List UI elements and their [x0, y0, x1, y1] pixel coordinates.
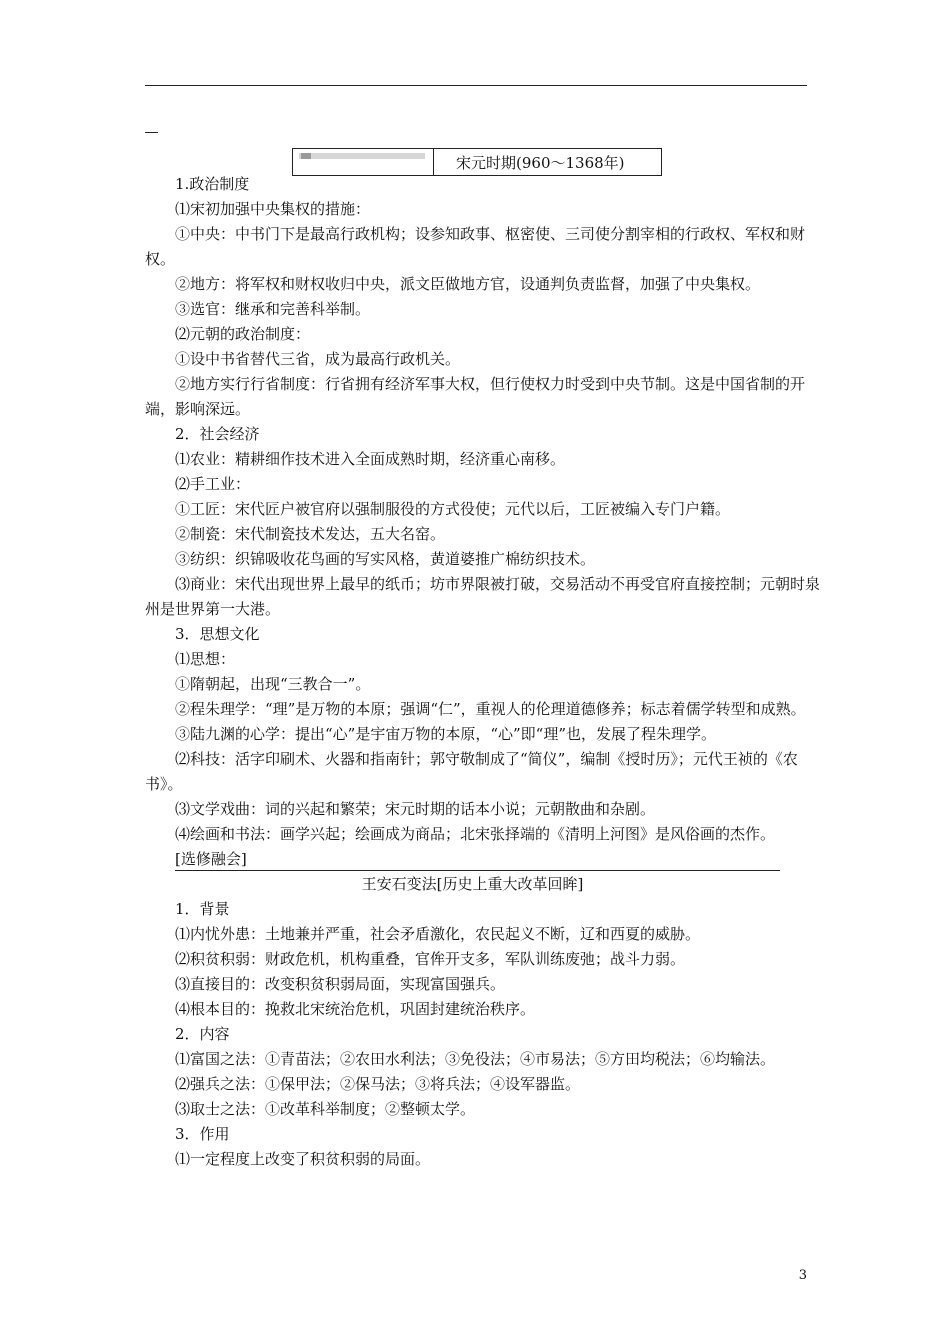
paragraph: ②制瓷：宋代制瓷技术发达，五大名窑。 [175, 525, 446, 543]
paragraph: ⑴富国之法：①青苗法；②农田水利法；③免役法；④市易法；⑤方田均税法；⑥均输法。 [175, 1050, 776, 1068]
header-rule [145, 85, 807, 86]
section-rule [175, 870, 780, 871]
banner-title: 宋元时期(960～1368年) [456, 153, 625, 172]
paragraph: ⑷绘画和书法：画学兴起；绘画成为商品；北宋张择端的《清明上河图》是风俗画的杰作。 [175, 825, 776, 843]
paragraph: ⑴内忧外患：土地兼并严重，社会矛盾激化，农民起义不断，辽和西夏的威胁。 [175, 925, 701, 943]
paragraph: ③陆九渊的心学：提出“心”是宇宙万物的本原，“心”即“理”也，发展了程朱理学。 [175, 725, 717, 743]
paragraph: ⑵积贫积弱：财政危机，机构重叠，官侔开支多，军队训练废弛；战斗力弱。 [175, 950, 686, 968]
paragraph: ⑴思想： [175, 650, 236, 668]
heading-economy: 2．社会经济 [175, 425, 260, 443]
paragraph: ⑷根本目的：挽救北宋统治危机，巩固封建统治秩序。 [175, 1000, 536, 1018]
section-label: [选修融会] [175, 850, 247, 868]
heading-background: 1．背景 [175, 900, 230, 918]
page-number: 3 [798, 1268, 807, 1283]
paragraph: ⑴农业：精耕细作技术进入全面成熟时期，经济重心南移。 [175, 450, 566, 468]
paragraph: ③选官：继承和完善科举制。 [175, 300, 371, 318]
paragraph: ⑶文学戏曲：词的兴起和繁荣；宋元时期的话本小说；元朝散曲和杂剧。 [175, 800, 656, 818]
paragraph: ①工匠：宋代匠户被官府以强制服役的方式役使；元代以后，工匠被编入专门户籍。 [175, 500, 731, 518]
banner-grey-bar [299, 153, 425, 159]
paragraph: ⑴宋初加强中央集权的措施： [175, 200, 371, 218]
paragraph: ③纺织：织锦吸收花鸟画的写实风格，黄道婆推广棉纺织技术。 [175, 550, 596, 568]
heading-content: 2．内容 [175, 1025, 230, 1043]
paragraph: ⑶商业：宋代出现世界上最早的纸币；坊市界限被打破，交易活动不再受官府直接控制；元朝时泉州是世界第一大港。 [145, 575, 821, 618]
paragraph: ⑵科技：活字印刷术、火器和指南针；郭守敬制成了“简仪”，编制《授时历》；元代王祯的《农书》。 [145, 750, 798, 793]
section-title: 王安石变法[历史上重大改革回眸] [361, 875, 584, 893]
paragraph: ⑵元朝的政治制度： [175, 325, 311, 343]
banner-grey-mark [301, 153, 311, 159]
paragraph: ⑶直接目的：改变积贫积弱局面，实现富国强兵。 [175, 975, 506, 993]
paragraph: ②地方：将军权和财权收归中央，派文臣做地方官，设通判负责监督，加强了中央集权。 [175, 275, 761, 293]
paragraph: ①设中书省替代三省，成为最高行政机关。 [175, 350, 461, 368]
heading-culture: 3．思想文化 [175, 625, 260, 643]
paragraph: ⑵手工业： [175, 475, 251, 493]
paragraph: ⑶取士之法：①改革科举制度；②整顿太学。 [175, 1100, 476, 1118]
header-dash [145, 132, 158, 133]
document-body [145, 172, 820, 1172]
paragraph: ⑵强兵之法：①保甲法；②保马法；③将兵法；④设军器监。 [175, 1075, 581, 1093]
paragraph: ②地方实行行省制度：行省拥有经济军事大权，但行使权力时受到中央节制。这是中国省制的开端，影响深远。 [145, 375, 806, 418]
section-divider [145, 847, 820, 872]
paragraph: ②程朱理学：“理”是万物的本原；强调“仁”，重视人的伦理道德修养；标志着儒学转型和成熟。 [175, 700, 806, 718]
paragraph: ⑴一定程度上改变了积贫积弱的局面。 [175, 1150, 431, 1168]
heading-effect: 3．作用 [175, 1125, 230, 1143]
heading-politics: 1.政治制度 [175, 175, 250, 193]
paragraph: ①中央：中书门下是最高行政机构；设参知政事、枢密使、三司使分割宰相的行政权、军权和财权。 [145, 225, 806, 268]
paragraph: ①隋朝起，出现“三教合一”。 [175, 675, 371, 693]
